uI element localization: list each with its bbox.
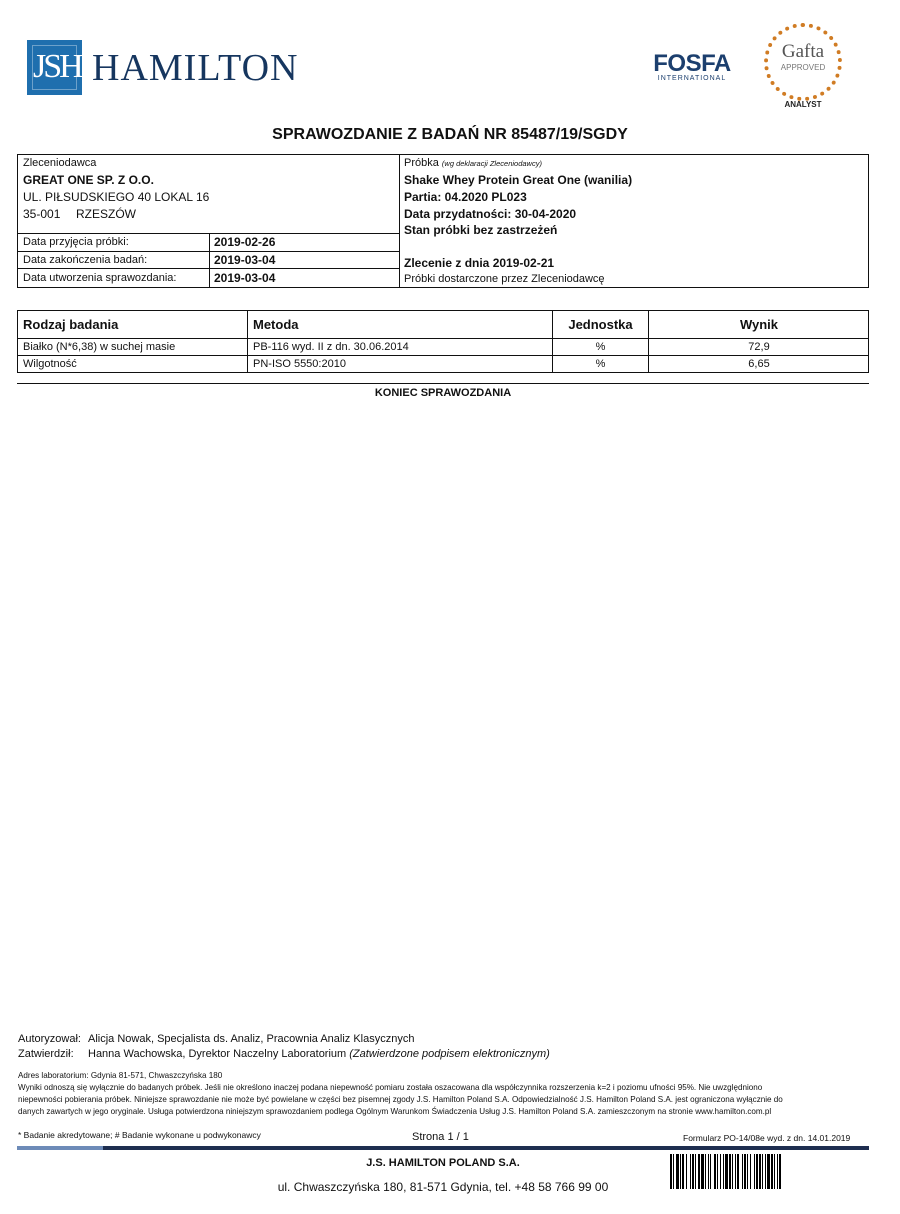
gafta-name: Gafta (781, 41, 825, 62)
row1-test: Białko (N*6,38) w suchej masie (23, 341, 176, 353)
company-contact: ul. Chwaszczyńska 180, 81-571 Gdynia, tel. +48 58 766 99 00 (277, 1180, 609, 1194)
fosfa-sub: INTERNATIONAL (657, 75, 727, 82)
report-title: SPRAWOZDANIE Z BADAŃ NR 85487/19/SGDY (272, 126, 628, 143)
row2-unit: % (595, 358, 606, 370)
row2-result: 6,65 (748, 358, 770, 370)
sample-label-note: (wg deklaracji Zleceniodawcy) (441, 159, 542, 168)
fosfa-logo (652, 50, 732, 82)
col-header-method: Metoda (253, 317, 299, 332)
footer-bar-light (17, 1146, 103, 1150)
row1-unit: % (595, 341, 606, 353)
gafta-badge (764, 23, 842, 101)
col-header-test: Rodzaj badania (23, 317, 119, 332)
date-created-value: 2019-03-04 (214, 271, 276, 285)
col-header-unit: Jednostka (568, 317, 633, 332)
sample-label: Próbka (wg deklaracji Zleceniodawcy) (404, 157, 542, 169)
gafta-role: ANALYST (784, 100, 822, 109)
info-divider (399, 154, 400, 288)
approved-note: (Zatwierdzone podpisem elektronicznym) (349, 1048, 550, 1060)
row2-test: Wilgotność (23, 358, 77, 370)
client-label: Zleceniodawca (23, 157, 97, 169)
dates-line-3 (17, 268, 399, 269)
client-city: RZESZÓW (76, 207, 136, 221)
sample-condition: Stan próbki bez zastrzeżeń (404, 223, 558, 237)
results-col-1 (247, 310, 248, 373)
footer-bar-dark (103, 1146, 869, 1150)
gafta-sub: APPROVED (780, 63, 826, 72)
approved-label: Zatwierdził: (18, 1048, 74, 1060)
row1-method: PB-116 wyd. II z dn. 30.06.2014 (253, 341, 409, 353)
row1-result: 72,9 (748, 341, 770, 353)
page-number: Strona 1 / 1 (412, 1131, 469, 1143)
hamilton-monogram: JSH (27, 40, 82, 95)
end-note: KONIEC SPRAWOZDANIA (374, 387, 512, 399)
dates-col-divider (209, 233, 210, 288)
client-address: UL. PIŁSUDSKIEGO 40 LOKAL 16 (23, 190, 210, 204)
sample-order: Zlecenie z dnia 2019-02-21 (404, 256, 555, 270)
row2-method: PN-ISO 5550:2010 (253, 358, 346, 370)
hamilton-logo (27, 40, 298, 95)
authorized-label: Autoryzował: (18, 1033, 81, 1045)
date-created-label: Data utworzenia sprawozdania: (23, 272, 177, 284)
company-name: J.S. HAMILTON POLAND S.A. (366, 1157, 520, 1169)
sample-batch: Partia: 04.2020 PL023 (404, 190, 527, 204)
dates-top-line (17, 233, 399, 234)
results-row-line (17, 355, 869, 356)
date-completed-label: Data zakończenia badań: (23, 254, 148, 266)
results-header-line (17, 338, 869, 339)
legal-line-2: niepewności pobierania próbek. Niniejsze sprawozdanie nie może być powielane w części bez pisemnej zgody J.S. Hamilton Poland S.A. Odpowiedzialność J.S. Hamilton Poland S.A. jest ograniczona wyłącznie do (18, 1095, 783, 1104)
dates-line-2 (17, 251, 399, 252)
sample-delivery: Próbki dostarczone przez Zleceniodawcę (404, 273, 605, 285)
authorized-value: Alicja Nowak, Specjalista ds. Analiz, Pracownia Analiz Klasycznych (88, 1033, 415, 1045)
date-completed-value: 2019-03-04 (214, 253, 276, 267)
end-separator (17, 383, 869, 384)
sample-expiry: Data przydatności: 30-04-2020 (404, 207, 577, 221)
date-received-label: Data przyjęcia próbki: (23, 236, 129, 248)
approved-value: Hanna Wachowska, Dyrektor Naczelny Laboratorium (Zatwierdzone podpisem elektronicznym) (88, 1048, 550, 1060)
date-received-value: 2019-02-26 (214, 235, 276, 249)
barcode (670, 1154, 870, 1189)
form-id: Formularz PO-14/08e wyd. z dn. 14.01.2019 (683, 1133, 851, 1143)
fosfa-name: FOSFA (653, 50, 731, 77)
accreditation-note: * Badanie akredytowane; # Badanie wykonane u podwykonawcy (18, 1130, 261, 1140)
col-header-result: Wynik (739, 317, 779, 332)
client-postal: 35-001 (23, 207, 61, 221)
legal-line-3: danych zawartych w jego oryginale. Usługa potwierdzona niniejszym sprawozdaniem podlega Ogólnym Warunkom Świadczenia Usług J.S. Hamilton Poland S.A. zamieszczonym na stronie www.hamilton.com.pl (18, 1107, 772, 1116)
legal-line-1: Wyniki odnoszą się wyłącznie do badanych próbek. Jeśli nie określono inaczej podana niepewność pomiaru została oszacowana dla współczynnika rozszerzenia k=2 i poziomu ufności 95%. Nie uwzględniono (18, 1083, 763, 1092)
client-name: GREAT ONE SP. Z O.O. (23, 173, 154, 187)
sample-name: Shake Whey Protein Great One (wanilia) (404, 173, 633, 187)
hamilton-logo-text: HAMILTON (92, 46, 299, 89)
lab-address: Adres laboratorium: Gdynia 81-571, Chwaszczyńska 180 (18, 1071, 223, 1080)
